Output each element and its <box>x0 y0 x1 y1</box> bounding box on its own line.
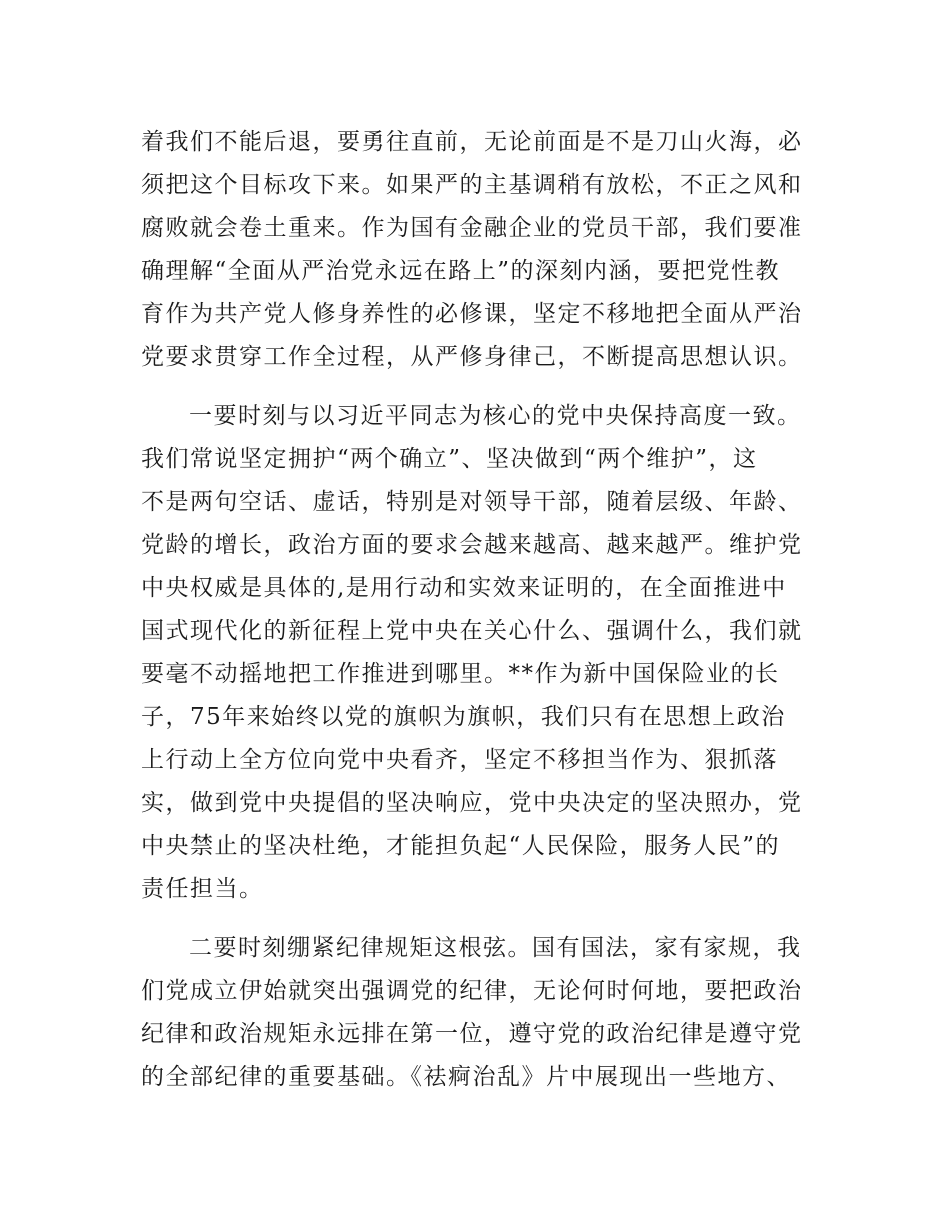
text-line: 我们常说坚定拥护“两个确立”、坚决做到“两个维护”，这 <box>141 446 758 472</box>
paragraph-3 <box>141 927 811 1099</box>
text-line: 一要时刻与以习近平同志为核心的党中央保持高度一致。 <box>189 403 802 429</box>
text-line: 育作为共产党人修身养性的必修课，坚定不移地把全面从严治 <box>141 301 803 327</box>
text-line: 的全部纪律的重要基础。《祛痾治乱》片中展现出一些地方、 <box>141 1064 791 1090</box>
paragraph-spacer <box>141 379 811 395</box>
text-line: 二要时刻绷紧纪律规矩这根弦。国有国法，家有家规，我 <box>189 935 802 961</box>
text-line: 确理解“全面从严治党永远在路上”的深刻内涵，要把党性教 <box>141 258 781 284</box>
text-line: 党要求贯穿工作全过程，从严修身律己，不断提高思想认识。 <box>141 344 803 370</box>
text-line: 腐败就会卷土重来。作为国有金融企业的党员干部，我们要准 <box>141 215 803 241</box>
text-line: 中央禁止的坚决杜绝，才能担负起“人民保险，服务人民”的 <box>141 833 781 859</box>
text-line: 实，做到党中央提倡的坚决响应，党中央决定的坚决照办，党 <box>141 790 803 816</box>
paragraph-1 <box>141 121 811 379</box>
text-line: 上行动上全方位向党中央看齐，坚定不移担当作为、狠抓落 <box>141 747 778 773</box>
document-body <box>141 121 811 1099</box>
paragraph-2 <box>141 395 811 911</box>
text-line: 们党成立伊始就突出强调党的纪律，无论何时何地，要把政治 <box>141 978 803 1004</box>
text-line: 着我们不能后退，要勇往直前，无论前面是不是刀山火海，必 <box>141 129 803 155</box>
text-line: 不是两句空话、虚话，特别是对领导干部，随着层级、年龄、 <box>141 489 803 515</box>
text-line: 子，75年来始终以党的旗帜为旗帜，我们只有在思想上政治 <box>141 704 786 730</box>
text-line: 责任担当。 <box>141 876 264 902</box>
text-line: 须把这个目标攻下来。如果严的主基调稍有放松，不正之风和 <box>141 172 803 198</box>
text-line: 要毫不动摇地把工作推进到哪里。**作为新中国保险业的长 <box>141 661 780 687</box>
text-line: 中央权威是具体的,是用行动和实效来证明的，在全面推进中 <box>141 575 787 601</box>
text-line: 国式现代化的新征程上党中央在关心什么、强调什么，我们就 <box>141 618 803 644</box>
paragraph-spacer <box>141 911 811 927</box>
text-line: 纪律和政治规矩永远排在第一位，遵守党的政治纪律是遵守党 <box>141 1021 803 1047</box>
text-line: 党龄的增长，政治方面的要求会越来越高、越来越严。维护党 <box>141 532 803 558</box>
